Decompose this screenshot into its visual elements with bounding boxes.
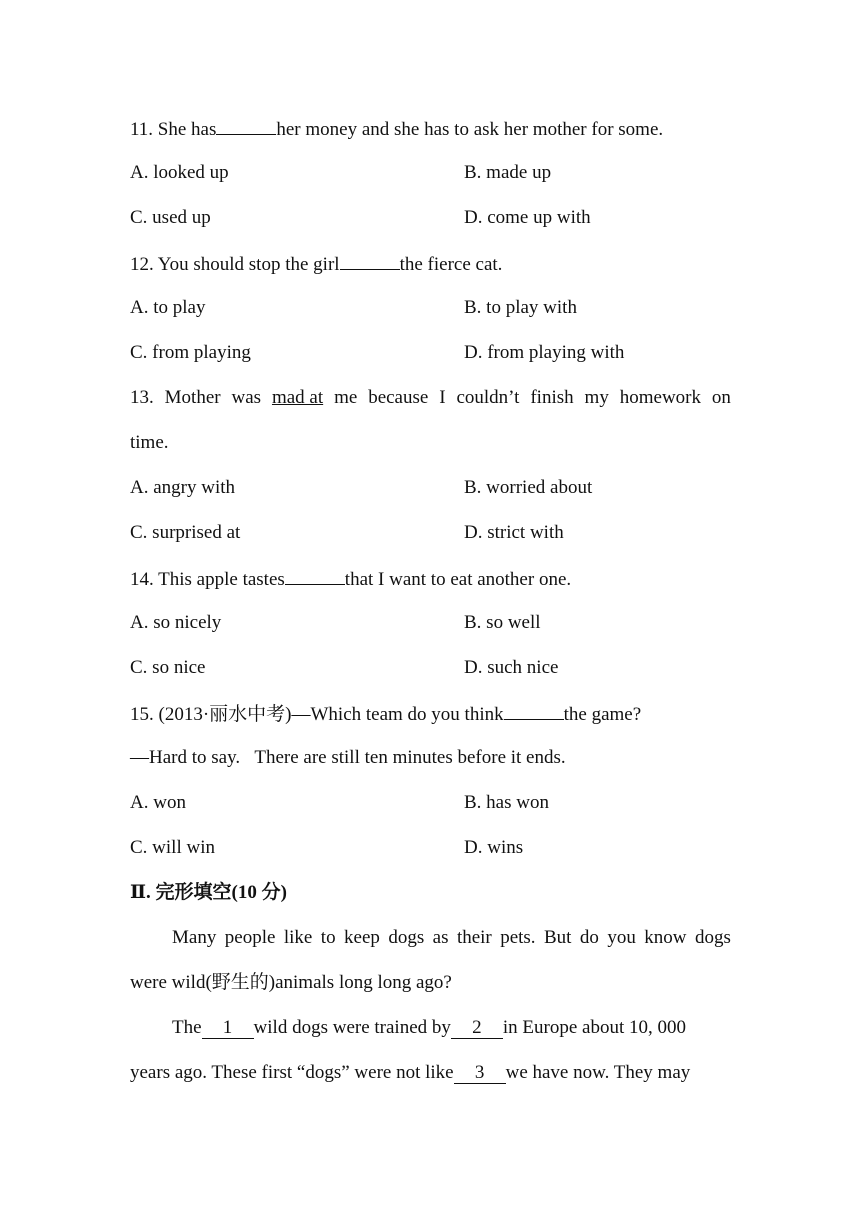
word: their <box>456 927 492 948</box>
question-text: 12. You should stop the girl <box>130 254 340 275</box>
option-b: B. worried about <box>464 477 593 498</box>
word: to <box>320 927 336 948</box>
section-heading: Ⅱ. 完形填空(10 分) <box>130 882 287 903</box>
question-text: 11. She has <box>130 119 217 140</box>
question-text: that I want to eat another one. <box>344 569 572 590</box>
word: Mother <box>164 387 221 408</box>
question-11 <box>130 116 663 142</box>
option-c: C. surprised at <box>130 522 241 543</box>
word: keep <box>344 927 380 948</box>
answer-blank <box>216 116 276 135</box>
text-segment: wild dogs were trained by <box>253 1017 451 1038</box>
cloze-text <box>172 1016 686 1040</box>
numbered-blank: 1 <box>202 1018 254 1039</box>
option-c: C. used up <box>130 207 211 228</box>
option-d: D. wins <box>464 837 524 858</box>
word: 13. <box>130 387 154 408</box>
word: dogs <box>388 927 425 948</box>
option-c: C. from playing <box>130 342 251 363</box>
word: I <box>439 387 446 408</box>
question-text: the fierce cat. <box>399 254 503 275</box>
question-text: 15. (2013·丽水中考)—Which team do you think <box>130 704 504 725</box>
dialogue-line: —Hard to say. There are still ten minutes before it ends. <box>130 747 566 768</box>
word: was <box>231 387 262 408</box>
option-a: A. so nicely <box>130 612 222 633</box>
option-c: C. will win <box>130 837 215 858</box>
word: as <box>432 927 449 948</box>
numbered-blank: 2 <box>451 1018 503 1039</box>
option-b: B. so well <box>464 612 541 633</box>
word: homework <box>619 387 701 408</box>
word: on <box>711 387 731 408</box>
option-b: B. to play with <box>464 297 577 318</box>
question-text: 14. This apple tastes <box>130 569 285 590</box>
question-12 <box>130 251 502 277</box>
word: dogs <box>694 927 731 948</box>
question-14 <box>130 566 571 592</box>
word: you <box>607 927 636 948</box>
word: because <box>368 387 429 408</box>
option-b: B. has won <box>464 792 549 813</box>
word: couldn’t <box>456 387 520 408</box>
cloze-paragraph-line <box>172 926 731 950</box>
option-d: D. come up with <box>464 207 591 228</box>
cloze-paragraph-line <box>172 1016 731 1040</box>
word: pets. <box>500 927 536 948</box>
option-a: A. angry with <box>130 477 236 498</box>
question-text: the game? <box>563 704 642 725</box>
question-continuation: time. <box>130 432 169 453</box>
word: people <box>224 927 276 948</box>
word: Many <box>172 927 217 948</box>
text-segment: The <box>172 1017 202 1038</box>
text-segment: years ago. These first “dogs” were not like <box>130 1062 454 1083</box>
numbered-blank: 3 <box>454 1063 506 1084</box>
question-text: her money and she has to ask her mother for some. <box>276 119 664 140</box>
answer-blank <box>285 566 345 585</box>
text-segment: in Europe about 10, 000 <box>502 1017 686 1038</box>
word: my <box>584 387 609 408</box>
option-a: A. to play <box>130 297 206 318</box>
underlined-phrase: mad at <box>271 387 324 408</box>
option-c: C. so nice <box>130 657 206 678</box>
word: me <box>334 387 358 408</box>
option-d: D. from playing with <box>464 342 625 363</box>
word: do <box>579 927 599 948</box>
cloze-paragraph-line: were wild(野生的)animals long long ago? <box>130 972 452 993</box>
word: know <box>644 927 687 948</box>
option-a: A. looked up <box>130 162 229 183</box>
option-d: D. such nice <box>464 657 559 678</box>
option-d: D. strict with <box>464 522 564 543</box>
question-15 <box>130 701 641 727</box>
option-b: B. made up <box>464 162 552 183</box>
word: like <box>283 927 313 948</box>
question-13 <box>130 386 731 410</box>
option-a: A. won <box>130 792 186 813</box>
cloze-paragraph-line <box>130 1061 731 1085</box>
answer-blank <box>340 251 400 270</box>
answer-blank <box>504 701 564 720</box>
word: finish <box>530 387 574 408</box>
text-segment: we have now. They may <box>505 1062 691 1083</box>
word: But <box>544 927 572 948</box>
